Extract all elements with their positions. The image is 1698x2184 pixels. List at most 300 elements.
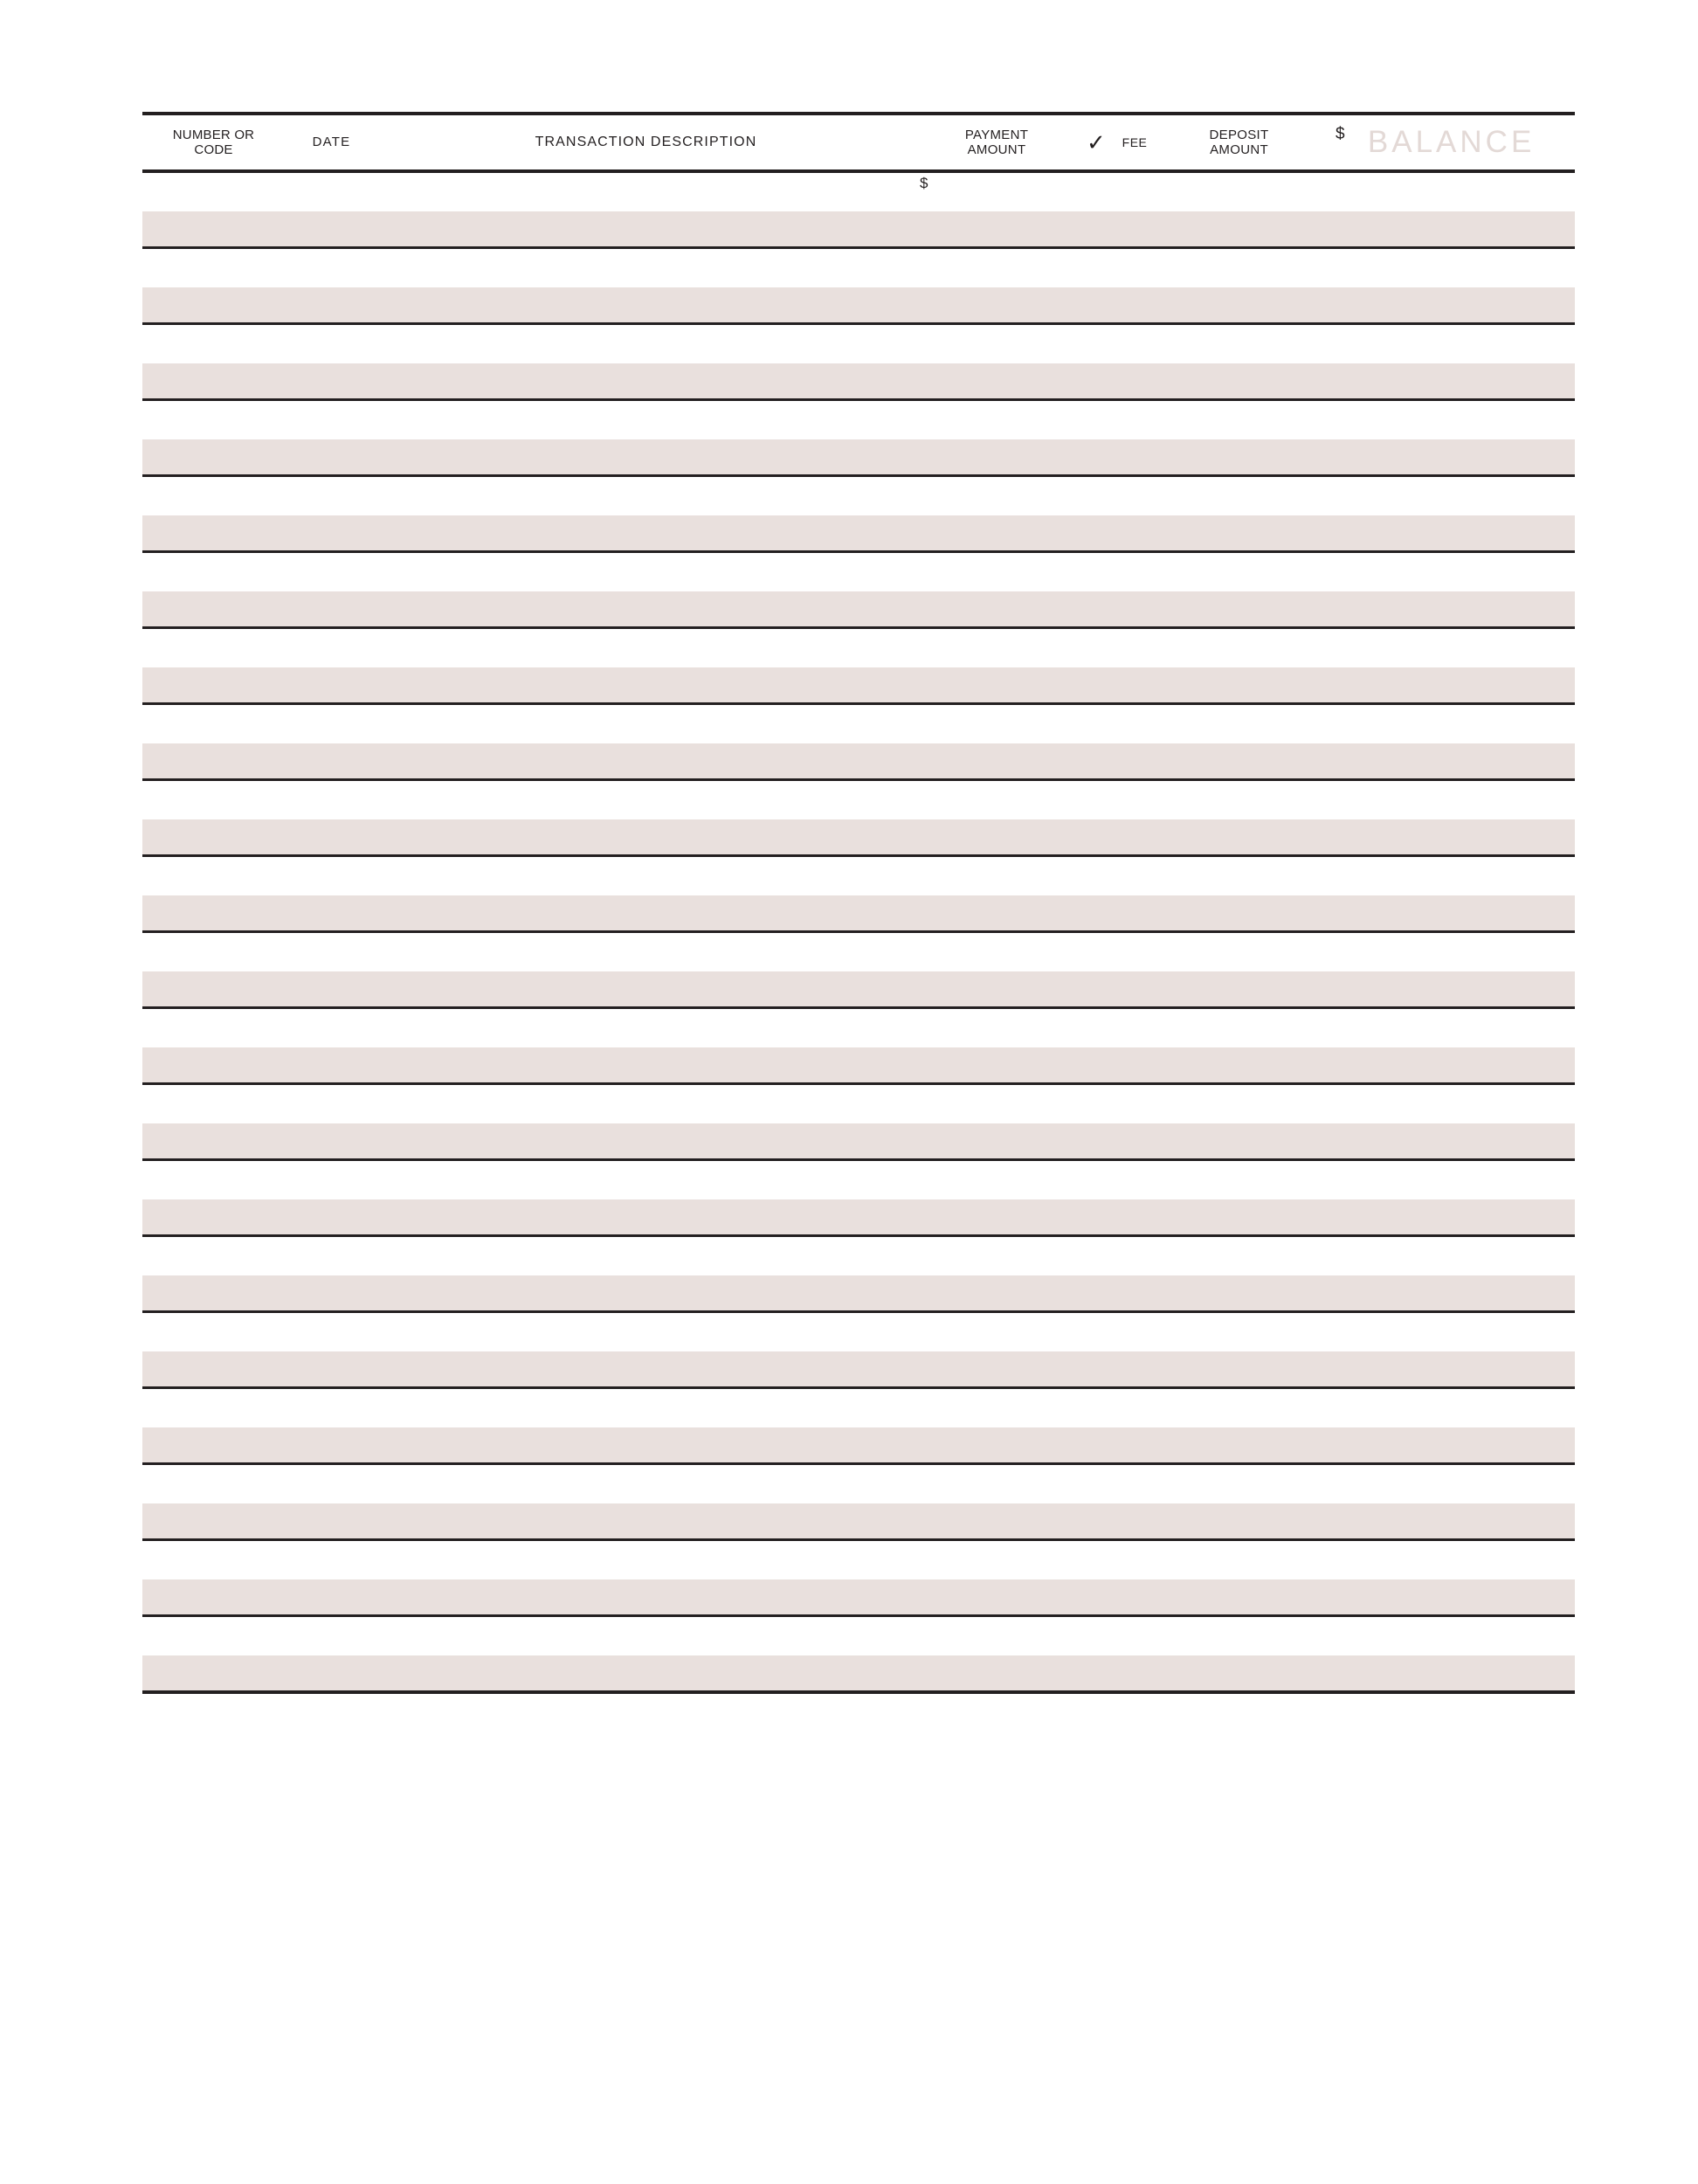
cell-cleared-shade [1080, 1047, 1113, 1084]
cell-payment-amount[interactable] [914, 1388, 1016, 1428]
payment-amount-line1: PAYMENT [964, 127, 1029, 142]
cell-deposit-cents[interactable] [1260, 1464, 1322, 1504]
cell-deposit-cents[interactable] [1260, 780, 1322, 820]
table-row-shade[interactable] [142, 819, 1575, 856]
cell-balance[interactable] [1322, 1616, 1575, 1656]
cell-payment-cents[interactable] [1016, 1084, 1080, 1124]
cell-fee[interactable] [1113, 1160, 1156, 1200]
cell-number-or-code[interactable] [142, 1616, 285, 1656]
cell-number-or-code[interactable] [142, 171, 285, 211]
cell-description[interactable] [378, 1236, 914, 1276]
cell-payment-cents[interactable] [1016, 1388, 1080, 1428]
table-row-shade[interactable] [142, 1655, 1575, 1692]
cell-cleared[interactable] [1080, 856, 1113, 896]
table-row[interactable] [142, 1160, 1575, 1200]
cell-fee[interactable] [1113, 171, 1156, 211]
cell-payment-amount[interactable] [914, 1160, 1016, 1200]
cell-number-or-code-shade [142, 667, 285, 704]
cell-fee-shade [1113, 819, 1156, 856]
cell-payment-cents-shade [1016, 1503, 1080, 1540]
cell-balance[interactable] [1322, 1464, 1575, 1504]
cell-fee[interactable] [1113, 552, 1156, 592]
cell-deposit-cents[interactable] [1260, 552, 1322, 592]
cell-cleared-shade [1080, 1655, 1113, 1692]
cell-payment-shade [914, 363, 1016, 400]
cell-deposit-cents[interactable] [1260, 1008, 1322, 1048]
cell-date-shade [285, 1503, 378, 1540]
cell-date[interactable] [285, 400, 378, 440]
cell-cleared[interactable] [1080, 1540, 1113, 1580]
cell-balance-shade [1322, 1427, 1575, 1464]
cell-number-or-code-shade [142, 1579, 285, 1616]
cell-description[interactable] [378, 400, 914, 440]
cell-payment-amount[interactable] [914, 780, 1016, 820]
cell-fee[interactable] [1113, 780, 1156, 820]
cell-number-or-code[interactable] [142, 552, 285, 592]
cell-payment-cents-shade [1016, 1123, 1080, 1160]
cell-fee[interactable] [1113, 248, 1156, 288]
cell-deposit-cents[interactable] [1260, 1236, 1322, 1276]
cell-balance[interactable] [1322, 932, 1575, 972]
cell-payment-amount[interactable] [914, 932, 1016, 972]
cell-payment-cents-shade [1016, 971, 1080, 1008]
cell-description-shade [378, 1655, 914, 1692]
column-header-cleared-check [1080, 114, 1113, 171]
cell-fee[interactable] [1113, 324, 1156, 364]
cell-fee-shade [1113, 439, 1156, 476]
cell-deposit-amount[interactable] [1156, 552, 1260, 592]
cell-cleared-shade [1080, 819, 1113, 856]
cell-balance[interactable] [1322, 1008, 1575, 1048]
cell-deposit-amount[interactable] [1156, 248, 1260, 288]
cell-date[interactable] [285, 1312, 378, 1352]
cell-description[interactable] [378, 1160, 914, 1200]
table-row[interactable] [142, 552, 1575, 592]
cell-number-or-code[interactable] [142, 1464, 285, 1504]
cell-payment-cents[interactable] [1016, 171, 1080, 211]
cell-cleared-shade [1080, 667, 1113, 704]
cell-cleared[interactable] [1080, 1084, 1113, 1124]
table-row[interactable] [142, 1236, 1575, 1276]
cell-deposit-cents[interactable] [1260, 704, 1322, 744]
cell-payment-cents[interactable] [1016, 780, 1080, 820]
cell-number-or-code[interactable] [142, 704, 285, 744]
cell-date[interactable] [285, 171, 378, 211]
cell-fee[interactable] [1113, 1616, 1156, 1656]
cell-deposit-amount[interactable] [1156, 1084, 1260, 1124]
table-row[interactable] [142, 932, 1575, 972]
cell-number-or-code[interactable] [142, 1160, 285, 1200]
cell-number-or-code[interactable] [142, 780, 285, 820]
cell-payment-cents[interactable] [1016, 1540, 1080, 1580]
cell-date-shade [285, 287, 378, 324]
cell-fee-shade [1113, 1579, 1156, 1616]
table-row-shade[interactable] [142, 971, 1575, 1008]
cell-deposit-cents[interactable] [1260, 1312, 1322, 1352]
cell-fee[interactable] [1113, 1388, 1156, 1428]
table-row-shade[interactable] [142, 1427, 1575, 1464]
cell-number-or-code[interactable] [142, 476, 285, 516]
cell-fee-shade [1113, 1427, 1156, 1464]
cell-deposit-amount[interactable] [1156, 476, 1260, 516]
cell-payment-amount[interactable] [914, 324, 1016, 364]
cell-deposit-amount[interactable] [1156, 1388, 1260, 1428]
cell-payment-amount[interactable] [914, 552, 1016, 592]
cell-date-shade [285, 1047, 378, 1084]
cell-fee-shade [1113, 1655, 1156, 1692]
cell-fee[interactable] [1113, 932, 1156, 972]
cell-fee[interactable] [1113, 400, 1156, 440]
cell-number-or-code[interactable] [142, 1084, 285, 1124]
cell-balance[interactable] [1322, 324, 1575, 364]
table-row[interactable] [142, 704, 1575, 744]
cell-number-or-code[interactable] [142, 400, 285, 440]
cell-payment-amount[interactable] [914, 171, 1016, 211]
cell-cleared[interactable] [1080, 704, 1113, 744]
cell-payment-amount[interactable] [914, 704, 1016, 744]
cell-deposit-amount[interactable] [1156, 400, 1260, 440]
cell-payment-cents[interactable] [1016, 1236, 1080, 1276]
cell-deposit-cents[interactable] [1260, 1540, 1322, 1580]
cell-payment-cents[interactable] [1016, 1616, 1080, 1656]
cell-date[interactable] [285, 1464, 378, 1504]
cell-cleared[interactable] [1080, 171, 1113, 211]
cell-cleared[interactable] [1080, 628, 1113, 668]
cell-balance[interactable] [1322, 1084, 1575, 1124]
cell-cleared[interactable] [1080, 400, 1113, 440]
table-row-shade[interactable] [142, 1351, 1575, 1388]
cell-date[interactable] [285, 856, 378, 896]
cell-payment-shade [914, 1351, 1016, 1388]
table-row[interactable] [142, 856, 1575, 896]
cell-payment-cents-shade [1016, 591, 1080, 628]
table-row-shade[interactable] [142, 895, 1575, 932]
cell-date[interactable] [285, 628, 378, 668]
cell-payment-cents[interactable] [1016, 400, 1080, 440]
cell-fee[interactable] [1113, 628, 1156, 668]
cell-deposit-cents[interactable] [1260, 171, 1322, 211]
cell-deposit-amount[interactable] [1156, 1464, 1260, 1504]
cell-fee[interactable] [1113, 704, 1156, 744]
cell-deposit-amount[interactable] [1156, 628, 1260, 668]
cell-payment-cents[interactable] [1016, 932, 1080, 972]
table-row-shade[interactable] [142, 1275, 1575, 1312]
cell-deposit-cents[interactable] [1260, 324, 1322, 364]
cell-description[interactable] [378, 552, 914, 592]
cell-cleared-shade [1080, 591, 1113, 628]
cell-payment-amount[interactable] [914, 248, 1016, 288]
cell-number-or-code[interactable] [142, 324, 285, 364]
cell-cleared[interactable] [1080, 476, 1113, 516]
cell-deposit-cents[interactable] [1260, 1084, 1322, 1124]
cell-cleared[interactable] [1080, 1312, 1113, 1352]
cell-deposit-amount[interactable] [1156, 1160, 1260, 1200]
checkmark-icon: ✓ [1086, 129, 1107, 156]
cell-description[interactable] [378, 1084, 914, 1124]
cell-deposit-amount[interactable] [1156, 1236, 1260, 1276]
cell-deposit-shade [1156, 971, 1260, 1008]
cell-payment-amount[interactable] [914, 628, 1016, 668]
table-row-shade[interactable] [142, 591, 1575, 628]
cell-payment-cents[interactable] [1016, 1160, 1080, 1200]
cell-payment-amount[interactable] [914, 476, 1016, 516]
cell-description[interactable] [378, 1388, 914, 1428]
cell-balance[interactable] [1322, 1312, 1575, 1352]
cell-balance[interactable] [1322, 476, 1575, 516]
cell-balance[interactable] [1322, 1540, 1575, 1580]
cell-deposit-cents-shade [1260, 743, 1322, 780]
cell-description[interactable] [378, 1312, 914, 1352]
cell-fee-shade [1113, 515, 1156, 552]
cell-date-shade [285, 1579, 378, 1616]
cell-number-or-code[interactable] [142, 628, 285, 668]
cell-date[interactable] [285, 1388, 378, 1428]
cell-cleared[interactable] [1080, 324, 1113, 364]
payment-dollar-sign: $ [920, 175, 928, 191]
cell-number-or-code[interactable] [142, 1540, 285, 1580]
cell-description[interactable] [378, 628, 914, 668]
table-row[interactable] [142, 1312, 1575, 1352]
cell-fee[interactable] [1113, 1540, 1156, 1580]
table-row-shade[interactable] [142, 1199, 1575, 1236]
table-row-shade[interactable] [142, 363, 1575, 400]
cell-fee[interactable] [1113, 1236, 1156, 1276]
cell-balance-shade [1322, 1351, 1575, 1388]
cell-cleared[interactable] [1080, 1160, 1113, 1200]
cell-deposit-shade [1156, 211, 1260, 248]
cell-number-or-code-shade [142, 1199, 285, 1236]
cell-balance[interactable] [1322, 171, 1575, 211]
cell-deposit-amount[interactable] [1156, 324, 1260, 364]
cell-description[interactable] [378, 324, 914, 364]
cell-deposit-amount[interactable] [1156, 1312, 1260, 1352]
cell-date[interactable] [285, 476, 378, 516]
cell-payment-amount[interactable] [914, 1084, 1016, 1124]
cell-number-or-code-shade [142, 1123, 285, 1160]
cell-description[interactable] [378, 856, 914, 896]
table-row-shade[interactable] [142, 743, 1575, 780]
cell-payment-shade [914, 1427, 1016, 1464]
cell-number-or-code-shade [142, 287, 285, 324]
cell-deposit-cents[interactable] [1260, 248, 1322, 288]
cell-description[interactable] [378, 704, 914, 744]
cell-number-or-code[interactable] [142, 1388, 285, 1428]
cell-cleared[interactable] [1080, 1464, 1113, 1504]
table-row[interactable] [142, 628, 1575, 668]
cell-deposit-cents[interactable] [1260, 856, 1322, 896]
balance-label: BALANCE [1367, 124, 1536, 159]
table-row-shade[interactable] [142, 1503, 1575, 1540]
cell-payment-amount[interactable] [914, 1464, 1016, 1504]
cell-deposit-shade [1156, 1199, 1260, 1236]
table-row-shade[interactable] [142, 211, 1575, 248]
cell-payment-cents[interactable] [1016, 324, 1080, 364]
cell-fee[interactable] [1113, 1008, 1156, 1048]
cell-deposit-amount[interactable] [1156, 171, 1260, 211]
cell-payment-amount[interactable] [914, 1008, 1016, 1048]
cell-date[interactable] [285, 1084, 378, 1124]
cell-description-shade [378, 515, 914, 552]
cell-fee[interactable] [1113, 1084, 1156, 1124]
cell-cleared[interactable] [1080, 248, 1113, 288]
table-row-shade[interactable] [142, 1579, 1575, 1616]
cell-payment-cents-shade [1016, 1199, 1080, 1236]
cell-deposit-amount[interactable] [1156, 856, 1260, 896]
cell-number-or-code-shade [142, 1427, 285, 1464]
cell-number-or-code[interactable] [142, 1312, 285, 1352]
table-row[interactable] [142, 1084, 1575, 1124]
cell-deposit-amount[interactable] [1156, 704, 1260, 744]
cell-balance[interactable] [1322, 1236, 1575, 1276]
cell-balance[interactable] [1322, 1160, 1575, 1200]
cell-payment-cents[interactable] [1016, 552, 1080, 592]
cell-payment-amount[interactable] [914, 1540, 1016, 1580]
cell-date[interactable] [285, 704, 378, 744]
cell-payment-cents[interactable] [1016, 1464, 1080, 1504]
cell-payment-cents[interactable] [1016, 476, 1080, 516]
cell-deposit-cents[interactable] [1260, 932, 1322, 972]
cell-payment-cents[interactable] [1016, 628, 1080, 668]
cell-payment-cents[interactable] [1016, 1008, 1080, 1048]
table-row-shade[interactable] [142, 667, 1575, 704]
cell-cleared[interactable] [1080, 1388, 1113, 1428]
cell-description[interactable] [378, 1540, 914, 1580]
cell-date[interactable] [285, 1160, 378, 1200]
cell-balance[interactable] [1322, 856, 1575, 896]
cell-date-shade [285, 971, 378, 1008]
cell-description-shade [378, 743, 914, 780]
cell-deposit-shade [1156, 895, 1260, 932]
cell-date[interactable] [285, 1008, 378, 1048]
table-row[interactable] [142, 1008, 1575, 1048]
cell-date[interactable] [285, 1540, 378, 1580]
table-row[interactable] [142, 1388, 1575, 1428]
cell-number-or-code[interactable] [142, 1236, 285, 1276]
cell-payment-cents-shade [1016, 1579, 1080, 1616]
cell-cleared-shade [1080, 1351, 1113, 1388]
cell-balance[interactable] [1322, 780, 1575, 820]
cell-cleared[interactable] [1080, 780, 1113, 820]
cell-fee[interactable] [1113, 856, 1156, 896]
cell-number-or-code[interactable] [142, 1008, 285, 1048]
cell-date[interactable] [285, 780, 378, 820]
table-row[interactable] [142, 171, 1575, 211]
cell-cleared-shade [1080, 439, 1113, 476]
cell-payment-cents[interactable] [1016, 856, 1080, 896]
cell-deposit-cents[interactable] [1260, 1160, 1322, 1200]
cell-balance[interactable] [1322, 704, 1575, 744]
cell-cleared[interactable] [1080, 932, 1113, 972]
table-row[interactable] [142, 1540, 1575, 1580]
cell-deposit-amount[interactable] [1156, 1540, 1260, 1580]
cell-fee[interactable] [1113, 476, 1156, 516]
cell-description[interactable] [378, 780, 914, 820]
cell-number-or-code[interactable] [142, 932, 285, 972]
cell-deposit-cents[interactable] [1260, 1388, 1322, 1428]
cell-payment-cents[interactable] [1016, 1312, 1080, 1352]
cell-deposit-cents[interactable] [1260, 400, 1322, 440]
table-row-shade[interactable] [142, 1123, 1575, 1160]
cell-cleared[interactable] [1080, 1236, 1113, 1276]
cell-description[interactable] [378, 248, 914, 288]
cell-deposit-cents[interactable] [1260, 476, 1322, 516]
cell-date[interactable] [285, 324, 378, 364]
cell-cleared[interactable] [1080, 552, 1113, 592]
cell-payment-amount[interactable] [914, 1312, 1016, 1352]
cell-fee[interactable] [1113, 1464, 1156, 1504]
cell-description[interactable] [378, 1616, 914, 1656]
table-row[interactable] [142, 1464, 1575, 1504]
cell-description[interactable] [378, 476, 914, 516]
cell-payment-cents-shade [1016, 211, 1080, 248]
cell-payment-amount[interactable] [914, 856, 1016, 896]
cell-cleared[interactable] [1080, 1616, 1113, 1656]
cell-date[interactable] [285, 552, 378, 592]
cell-deposit-amount[interactable] [1156, 1616, 1260, 1656]
cell-balance[interactable] [1322, 248, 1575, 288]
table-row[interactable] [142, 1616, 1575, 1656]
cell-balance-shade [1322, 1047, 1575, 1084]
cell-cleared[interactable] [1080, 1008, 1113, 1048]
cell-deposit-cents-shade [1260, 1123, 1322, 1160]
table-row-shade[interactable] [142, 1047, 1575, 1084]
cell-deposit-cents-shade [1260, 515, 1322, 552]
cell-description[interactable] [378, 171, 914, 211]
table-row-shade[interactable] [142, 515, 1575, 552]
table-row[interactable] [142, 248, 1575, 288]
cell-balance[interactable] [1322, 400, 1575, 440]
cell-number-or-code[interactable] [142, 248, 285, 288]
table-row-shade[interactable] [142, 287, 1575, 324]
table-row[interactable] [142, 476, 1575, 516]
cell-fee[interactable] [1113, 1312, 1156, 1352]
cell-payment-amount[interactable] [914, 1616, 1016, 1656]
cell-cleared-shade [1080, 971, 1113, 1008]
cell-payment-amount[interactable] [914, 1236, 1016, 1276]
cell-date-shade [285, 1655, 378, 1692]
cell-description-shade [378, 211, 914, 248]
cell-deposit-cents[interactable] [1260, 1616, 1322, 1656]
cell-description-shade [378, 1199, 914, 1236]
cell-date[interactable] [285, 248, 378, 288]
cell-deposit-cents[interactable] [1260, 628, 1322, 668]
cell-deposit-shade [1156, 515, 1260, 552]
cell-date[interactable] [285, 1616, 378, 1656]
cell-deposit-cents-shade [1260, 287, 1322, 324]
cell-deposit-amount[interactable] [1156, 780, 1260, 820]
cell-balance[interactable] [1322, 552, 1575, 592]
cell-payment-shade [914, 515, 1016, 552]
cell-payment-amount[interactable] [914, 400, 1016, 440]
cell-balance[interactable] [1322, 628, 1575, 668]
cell-payment-cents[interactable] [1016, 704, 1080, 744]
cell-date[interactable] [285, 932, 378, 972]
cell-date[interactable] [285, 1236, 378, 1276]
cell-description[interactable] [378, 1008, 914, 1048]
table-row-shade[interactable] [142, 439, 1575, 476]
cell-deposit-amount[interactable] [1156, 1008, 1260, 1048]
cell-number-or-code[interactable] [142, 856, 285, 896]
table-row[interactable] [142, 400, 1575, 440]
cell-date-shade [285, 819, 378, 856]
cell-deposit-amount[interactable] [1156, 932, 1260, 972]
cell-payment-cents[interactable] [1016, 248, 1080, 288]
cell-balance[interactable] [1322, 1388, 1575, 1428]
table-row[interactable] [142, 780, 1575, 820]
cell-description[interactable] [378, 932, 914, 972]
table-row[interactable] [142, 324, 1575, 364]
cell-description[interactable] [378, 1464, 914, 1504]
